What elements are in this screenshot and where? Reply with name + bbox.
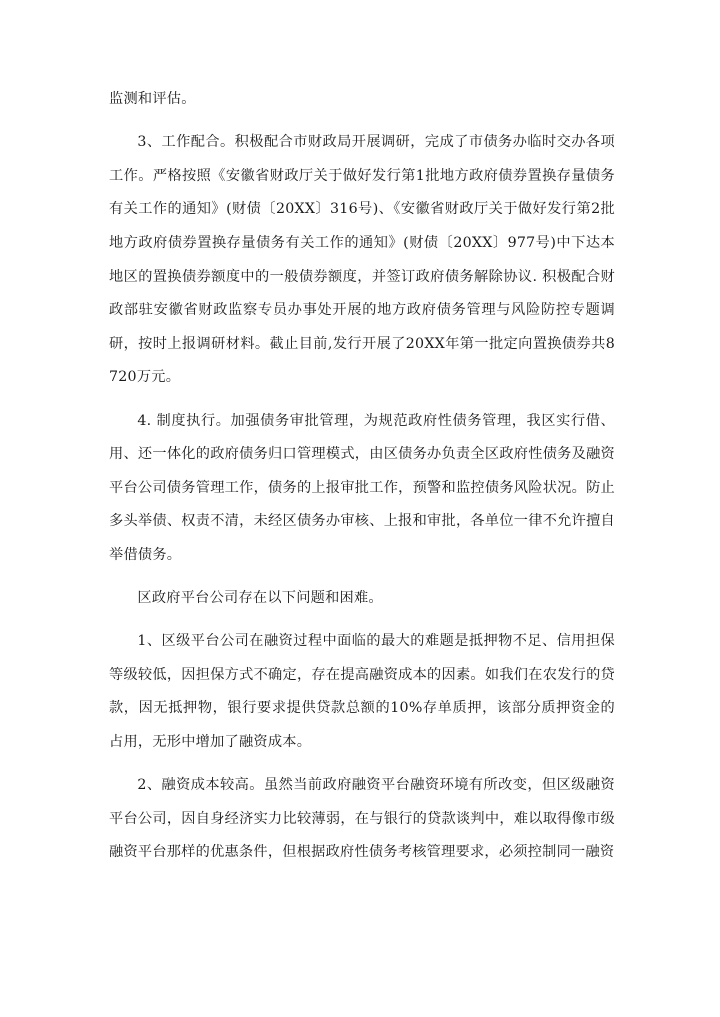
paragraph-problem-financing-cost: 2、融资成本较高。虽然当前政府融资平台融资环境有所改变，但区级融资平台公司，因自身经济实力比较薄弱，在与银行的贷款谈判中，难以取得像市级融资平台那样的优惠条件，但根据政府性债务考核管理要求，必须控制同一融资 [109, 777, 615, 861]
paragraph-continuation: 监测和评估。 [109, 91, 196, 107]
document-body [109, 83, 615, 880]
paragraph-problem-collateral: 1、区级平台公司在融资过程中面临的最大的难题是抵押物不足、信用担保等级较低，因担保方式不确定，存在提高融资成本的因素。如我们在农发行的贷款，因无抵押物，银行要求提供贷款总额的10%存单质押，该部分质押资金的占用，无形中增加了融资成本。 [109, 633, 615, 751]
paragraph-system-execution: 4. 制度执行。加强债务审批管理，为规范政府性债务管理，我区实行借、用、还一体化的政府债务归口管理模式，由区债务办负责全区政府性债务及融资平台公司债务管理工作，债务的上报审批工作，预警和监控债务风险状况。防止多头举债、权责不清，未经区债务办审核、上报和审批，各单位一律不允许擅自举借债务。 [109, 412, 615, 563]
paragraph-problems-heading: 区政府平台公司存在以下问题和困难。 [137, 590, 383, 607]
paragraph-work-coordination: 3、工作配合。积极配合市财政局开展调研，完成了市债务办临时交办各项工作。严格按照《安徽省财政厅关于做好发行第1批地方政府债券置换存量债务有关工作的通知》(财债〔20XX〕316号)、《安徽省财政厅关于做好发行第2批地方政府债券置换存量债务有关工作的通知》(财债〔20XX〕977号)中下达本地区的置换债券额度中的一般债券额度，并签订政府债务解除协议. 积极配合财政部驻安徽省财政监察专员办事处开展的地方政府债务管理与风险防控专题调研，按时上报调研材料。截止目前,发行开展了20XX年第一批定向置换债券共8720万元。 [109, 134, 615, 386]
